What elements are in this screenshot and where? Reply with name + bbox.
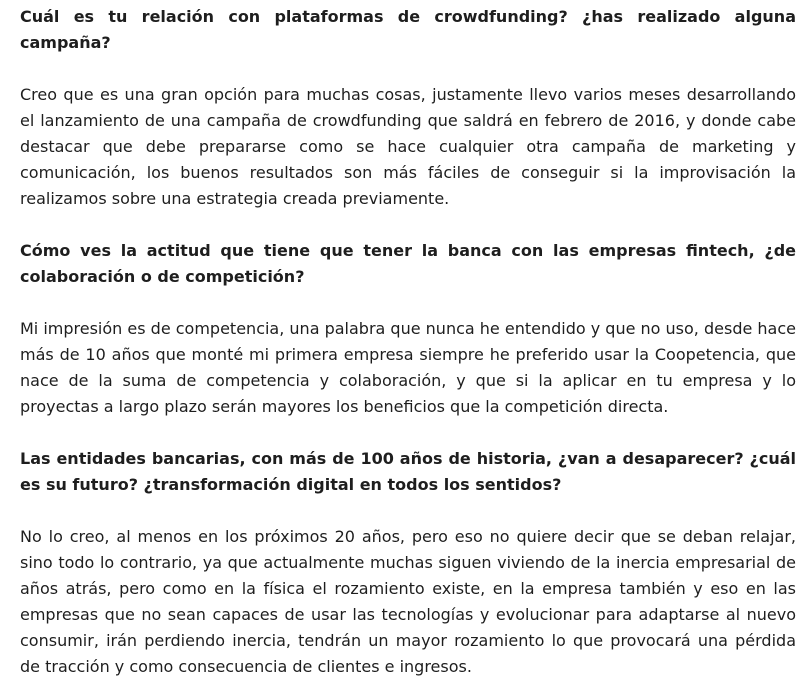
qa-block bbox=[20, 446, 796, 680]
qa-block bbox=[20, 238, 796, 420]
interview-question: Cuál es tu relación con plataformas de crowdfunding? ¿has realizado alguna campaña? bbox=[20, 7, 796, 52]
interview-answer: No lo creo, al menos en los próximos 20 años, pero eso no quiere decir que se deban relajar, sino todo lo contrario, ya que actualmente muchas siguen viviendo de la inercia empresarial de años atrás, pero como en la física el rozamiento existe, en la empresa también y eso en las empresas que no sean capaces de usar las tecnologías y evolucionar para adaptarse al nuevo consumir, irán perdiendo inercia, tendrán un mayor rozamiento lo que provocará una pérdida de tracción y como consecuencia de clientes e ingresos. bbox=[20, 527, 796, 676]
interview-answer: Creo que es una gran opción para muchas cosas, justamente llevo varios meses desarrollando el lanzamiento de una campaña de crowdfunding que saldrá en febrero de 2016, y donde cabe destacar que debe prepararse como se hace cualquier otra campaña de marketing y comunicación, los buenos resultados son más fáciles de conseguir si la improvisación la realizamos sobre una estrategia creada previamente. bbox=[20, 85, 796, 208]
interview-question: Cómo ves la actitud que tiene que tener la banca con las empresas fintech, ¿de colaboración o de competición? bbox=[20, 241, 796, 286]
interview-answer: Mi impresión es de competencia, una palabra que nunca he entendido y que no uso, desde hace más de 10 años que monté mi primera empresa siempre he preferido usar la Coopetencia, que nace de la suma de competencia y colaboración, y que si la aplicar en tu empresa y lo proyectas a largo plazo serán mayores los beneficios que la competición directa. bbox=[20, 319, 796, 416]
interview-question: Las entidades bancarias, con más de 100 años de historia, ¿van a desaparecer? ¿cuál es su futuro? ¿transformación digital en todos los sentidos? bbox=[20, 449, 796, 494]
qa-block bbox=[20, 0, 796, 212]
